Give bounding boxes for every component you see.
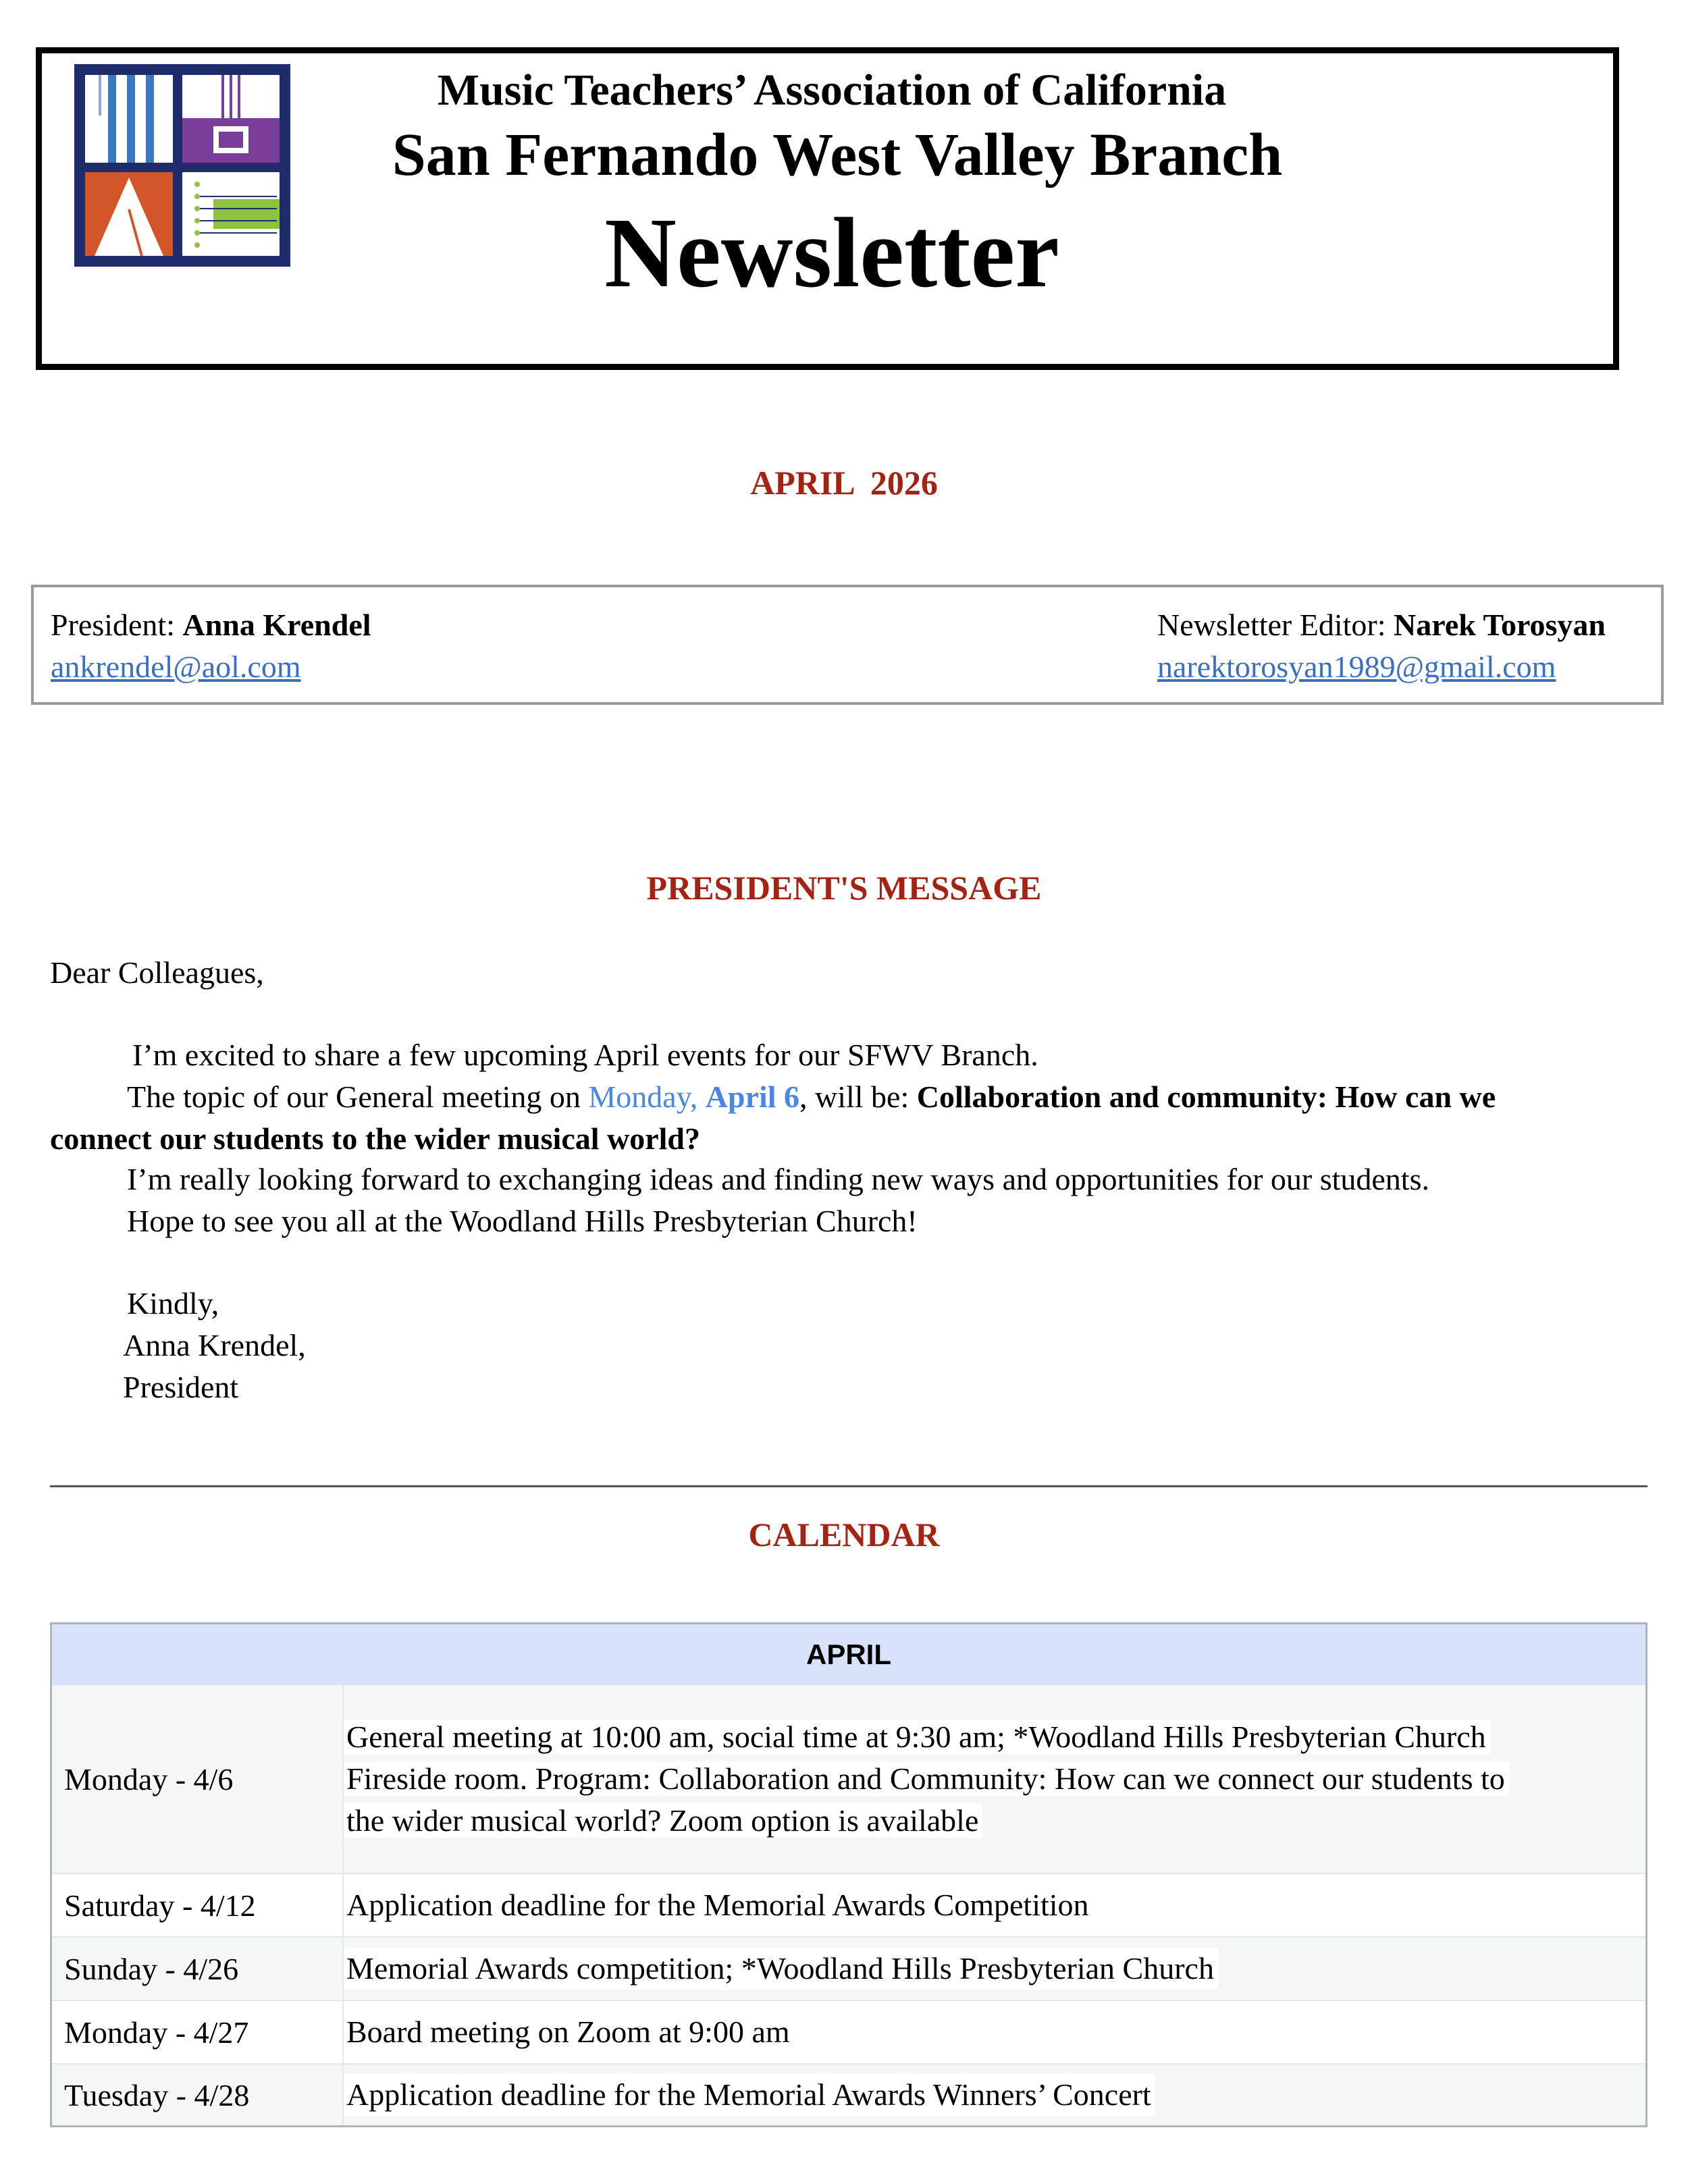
officers-box	[31, 585, 1664, 705]
meeting-date: April 6	[705, 1080, 799, 1114]
greeting: Dear Colleagues,	[50, 955, 264, 990]
calendar-row	[52, 2065, 1645, 2125]
mtac-logo-icon	[74, 64, 290, 267]
meeting-topic-part1: Collaboration and community: How can we	[916, 1080, 1496, 1114]
calendar-row	[52, 1685, 1645, 1874]
calendar-row	[52, 1938, 1645, 2001]
calendar-heading: CALENDAR	[748, 1516, 940, 1553]
calendar-event	[342, 2001, 1618, 2063]
calendar-day: Sunday - 4/26	[64, 1951, 239, 1986]
signature-name: Anna Krendel,	[123, 1328, 306, 1362]
president-label: President:	[51, 608, 183, 642]
calendar-event-text: Board meeting on Zoom at 9:00 am	[342, 2011, 794, 2053]
signature-title: President	[123, 1370, 239, 1404]
calendar-event	[342, 1938, 1618, 2000]
president-line	[51, 604, 371, 646]
section-divider	[50, 1485, 1647, 1487]
calendar-row	[52, 1874, 1645, 1938]
calendar-table	[50, 1622, 1647, 2127]
calendar-event-text: Application deadline for the Memorial Awards Competition	[342, 1884, 1093, 1926]
president-email-link[interactable]: ankrendel@aol.com	[51, 649, 301, 684]
closing: Kindly,	[127, 1286, 219, 1321]
calendar-event-text: Memorial Awards competition; *Woodland Hills Presbyterian Church	[342, 1948, 1218, 1990]
editor-line	[1157, 604, 1606, 646]
editor-email-link[interactable]: narektorosyan1989@gmail.com	[1157, 649, 1556, 684]
editor-label: Newsletter Editor:	[1157, 608, 1394, 642]
calendar-event-line: Fireside room. Program: Collaboration and Community: How can we connect our students to	[342, 1761, 1509, 1796]
calendar-event-line: the wider musical world? Zoom option is available	[342, 1803, 982, 1838]
presidents-message-heading: PRESIDENT'S MESSAGE	[646, 869, 1042, 907]
issue-date: APRIL 2026	[750, 464, 938, 502]
calendar-event-line: General meeting at 10:00 am, social time at 9:30 am; *Woodland Hills Presbyterian Church	[342, 1720, 1490, 1754]
calendar-row	[52, 2001, 1645, 2065]
message-line-1: I’m excited to share a few upcoming April events for our SFWV Branch.	[132, 1038, 1038, 1072]
newsletter-title: Newsletter	[604, 198, 1059, 309]
column-divider	[342, 1685, 344, 2125]
message-line-5: Hope to see you all at the Woodland Hills Presbyterian Church!	[127, 1204, 918, 1238]
calendar-month-header: APRIL	[52, 1624, 1645, 1686]
calendar-event	[342, 1685, 1618, 1873]
meeting-topic-part2: connect our students to the wider musical world?	[50, 1121, 701, 1156]
calendar-day: Tuesday - 4/28	[64, 2077, 250, 2112]
calendar-day: Saturday - 4/12	[64, 1888, 256, 1923]
message-line-2-mid: , will be:	[799, 1080, 917, 1114]
calendar-event-text: Application deadline for the Memorial Awards Winners’ Concert	[342, 2074, 1155, 2116]
president-name: Anna Krendel	[182, 608, 371, 642]
calendar-day: Monday - 4/6	[64, 1761, 234, 1796]
message-line-2-start: The topic of our General meeting on	[127, 1080, 589, 1114]
message-line-4: I’m really looking forward to exchanging ideas and finding new ways and opportunities for our students.	[127, 1162, 1429, 1196]
org-name: Music Teachers’ Association of California	[437, 65, 1227, 115]
calendar-day: Monday - 4/27	[64, 2015, 249, 2050]
calendar-event	[342, 1874, 1618, 1936]
calendar-event	[342, 2065, 1618, 2125]
editor-name: Narek Torosyan	[1394, 608, 1606, 642]
meeting-day: Monday,	[588, 1080, 706, 1114]
message-line-2	[127, 1076, 1496, 1118]
branch-name: San Fernando West Valley Branch	[392, 122, 1283, 188]
